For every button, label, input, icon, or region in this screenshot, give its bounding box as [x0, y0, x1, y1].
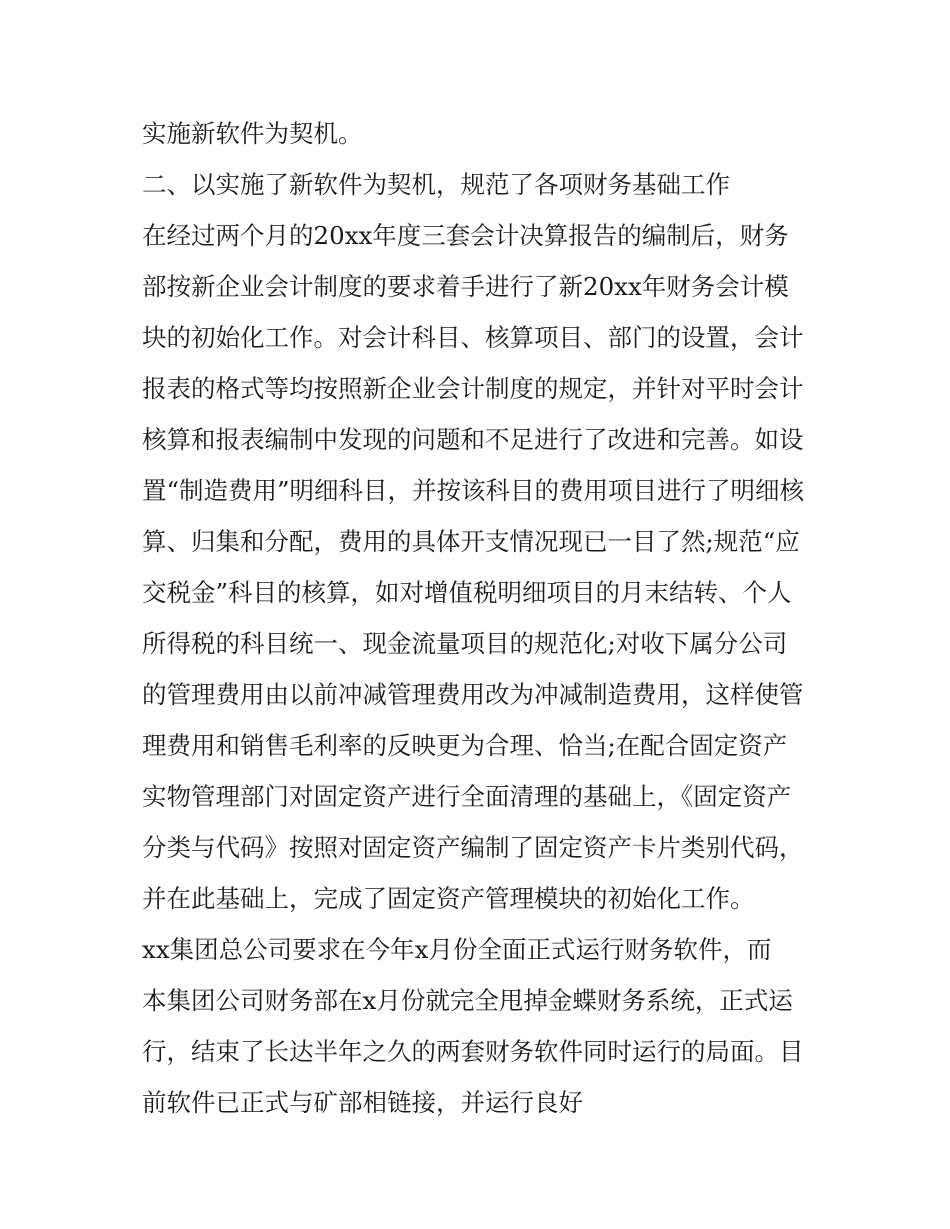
- text-line: 所得税的科目统一、现金流量项目的规范化;对收下属分公司: [142, 629, 788, 658]
- text-line: xx集团总公司要求在今年x月份全面正式运行财务软件，而: [142, 935, 772, 964]
- text-line: 报表的格式等均按照新企业会计制度的规定，并针对平时会计: [142, 374, 804, 403]
- text-line: 块的初始化工作。对会计科目、核算项目、部门的设置，会计: [142, 323, 804, 352]
- text-line: 交税金”科目的核算，如对增值税明细项目的月末结转、个人: [142, 578, 792, 607]
- text-line: 实物管理部门对固定资产进行全面清理的基础上，《固定资产: [142, 782, 792, 811]
- text-line: 理费用和销售毛利率的反映更为合理、恰当;在配合固定资产: [142, 731, 788, 760]
- body-text: [142, 108, 822, 1128]
- text-line: 本集团公司财务部在x月份就完全甩掉金蝶财务系统，正式运: [142, 986, 793, 1015]
- text-line: 并在此基础上，完成了固定资产管理模块的初始化工作。: [142, 884, 755, 913]
- text-line: 的管理费用由以前冲减管理费用改为冲减制造费用，这样使管: [142, 680, 804, 709]
- text-line: 置“制造费用”明细科目，并按该科目的费用项目进行了明细核: [142, 476, 805, 505]
- text-line: 部按新企业会计制度的要求着手进行了新20xx年财务会计模: [142, 272, 789, 301]
- text-line: 算、归集和分配，费用的具体开支情况现已一目了然;规范“应: [142, 527, 800, 556]
- text-line: 分类与代码》按照对固定资产编制了固定资产卡片类别代码，: [142, 833, 804, 862]
- text-line: 前软件已正式与矿部相链接，并运行良好: [142, 1088, 583, 1117]
- text-line: 行，结束了长达半年之久的两套财务软件同时运行的局面。目: [142, 1037, 804, 1066]
- text-line: 在经过两个月的20xx年度三套会计决算报告的编制后，财务: [142, 221, 789, 250]
- text-line: 核算和报表编制中发现的问题和不足进行了改进和完善。如设: [142, 425, 804, 454]
- text-line: 实施新软件为契机。: [142, 119, 363, 148]
- section-heading: 二、以实施了新软件为契机，规范了各项财务基础工作: [142, 170, 730, 199]
